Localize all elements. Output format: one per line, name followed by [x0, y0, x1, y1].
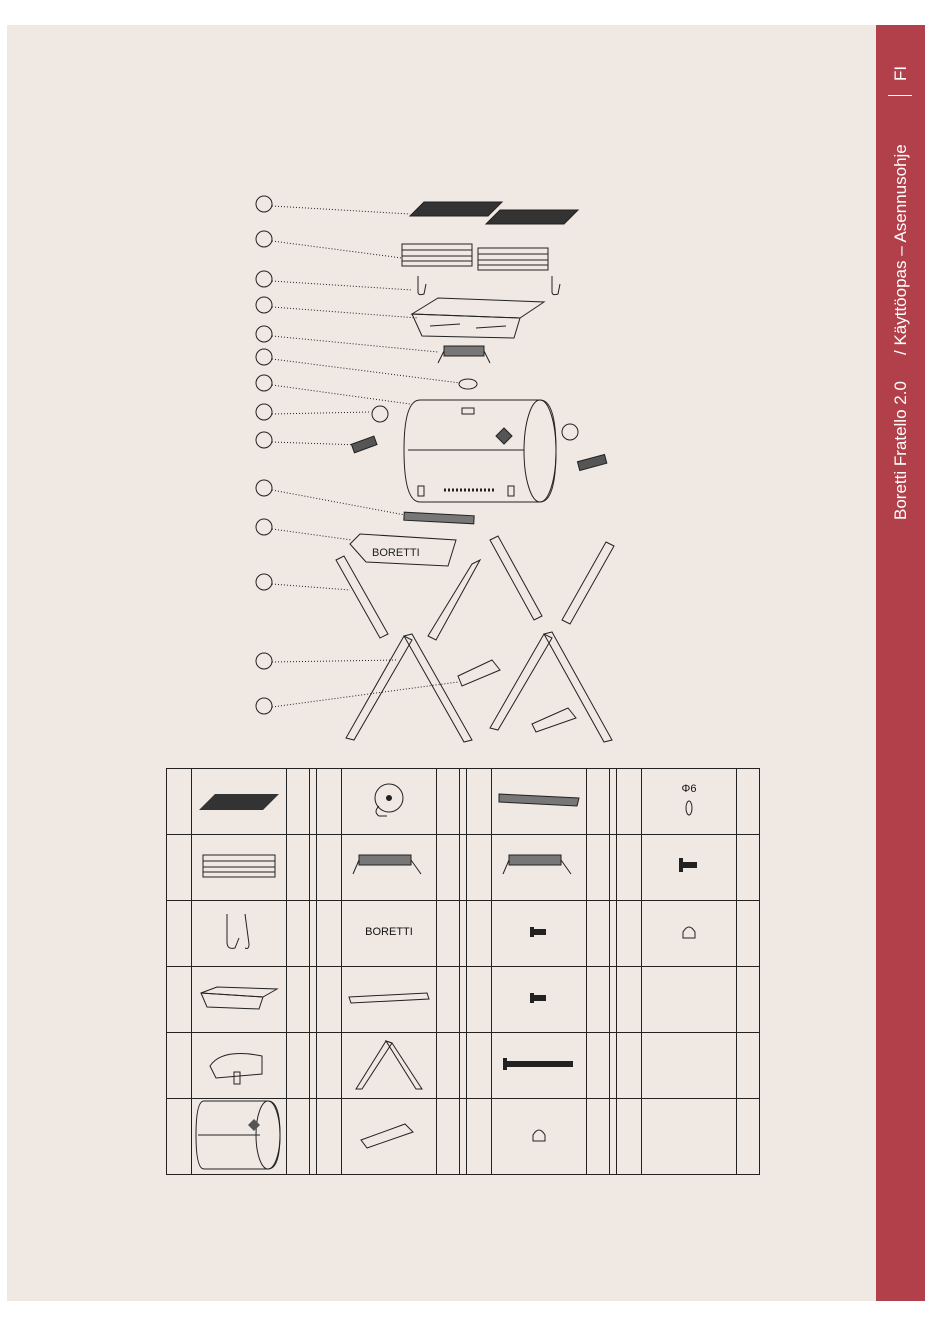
part-quantity-cell [437, 835, 460, 901]
part-quantity-cell [737, 1099, 760, 1175]
part-leg-bar [342, 967, 437, 1033]
parts-row [167, 769, 760, 835]
callout-circle [256, 375, 272, 391]
part-number-cell [167, 1033, 192, 1099]
part-connector-tube [342, 1099, 437, 1175]
part-number-cell [167, 1099, 192, 1175]
front-vent-plate [404, 512, 474, 524]
parts-row [167, 1033, 760, 1099]
part-number-cell [467, 1033, 492, 1099]
parts-row [167, 835, 760, 901]
logo-plate [350, 534, 456, 566]
callout-circle [256, 653, 272, 669]
logo-text: BORETTI [372, 547, 420, 559]
long-bolt-icon [501, 1063, 577, 1075]
acorn-nut-icon [531, 1134, 547, 1146]
part-quantity-cell [287, 1033, 310, 1099]
charcoal-tray [412, 298, 544, 338]
part-number-cell [467, 769, 492, 835]
callout-circle [256, 574, 272, 590]
part-logo-plate [342, 901, 437, 967]
part-number-cell [617, 835, 642, 901]
handle-icon [347, 874, 431, 886]
connector-tube-icon [359, 1141, 419, 1153]
washer-icon [682, 809, 696, 821]
part-acorn-nut [492, 1099, 587, 1175]
charcoal-tray-icon [197, 1004, 281, 1016]
screw-icon [528, 930, 550, 942]
part-number-cell [167, 769, 192, 835]
part-short-screw [492, 901, 587, 967]
flange-bolt-icon [677, 867, 701, 879]
barrel-body-icon [194, 1162, 284, 1174]
part-number-cell [617, 901, 642, 967]
part-quantity-cell [587, 1033, 610, 1099]
part-front-vent-plate [492, 769, 587, 835]
side-handles [351, 436, 606, 470]
callout-circle [256, 271, 272, 287]
charcoal-basket-icon [197, 872, 281, 884]
part-number-cell [167, 835, 192, 901]
barrel-body [404, 400, 556, 502]
hook-icon [219, 945, 259, 957]
handle-icon [497, 874, 581, 886]
part-empty-3 [642, 1099, 737, 1175]
part-quantity-cell [287, 967, 310, 1033]
charcoal-baskets [402, 244, 548, 270]
part-number-cell [617, 1099, 642, 1175]
grill-grates [410, 202, 578, 224]
part-number-cell [467, 835, 492, 901]
callout-circle [256, 326, 272, 342]
part-number-cell [467, 1099, 492, 1175]
column-separator [460, 901, 467, 967]
part-bolt-flange [642, 835, 737, 901]
part-number-cell [167, 967, 192, 1033]
part-quantity-cell [437, 769, 460, 835]
cap-nut-icon [681, 931, 697, 943]
part-charcoal-tray [192, 967, 287, 1033]
part-quantity-cell [287, 769, 310, 835]
callout-circle [256, 231, 272, 247]
part-empty-1 [642, 967, 737, 1033]
vent-plate-icon [497, 801, 581, 813]
part-number-cell [317, 967, 342, 1033]
part-number-cell [167, 901, 192, 967]
part-side-handle [342, 835, 437, 901]
column-separator [310, 967, 317, 1033]
callout-circle [256, 297, 272, 313]
part-number-cell [617, 967, 642, 1033]
parts-table [166, 768, 760, 1175]
part-label: BORETTI [365, 926, 413, 938]
column-separator [460, 967, 467, 1033]
part-medium-screw [492, 967, 587, 1033]
column-separator [610, 901, 617, 967]
column-separator [310, 769, 317, 835]
part-vent-disc [342, 769, 437, 835]
callout-circle [256, 519, 272, 535]
part-number-cell [317, 1099, 342, 1175]
vent-disc-left [372, 406, 388, 422]
callout-circle [256, 404, 272, 420]
parts-row [167, 901, 760, 967]
leg-bar-icon [347, 996, 431, 1008]
column-separator [460, 769, 467, 835]
part-quantity-cell [737, 769, 760, 835]
stand-legs [336, 536, 614, 742]
part-grill-grate [192, 769, 287, 835]
column-separator [310, 901, 317, 967]
ash-pan-icon [204, 1077, 274, 1089]
part-number-cell [617, 769, 642, 835]
column-separator [610, 769, 617, 835]
part-lid-handle [492, 835, 587, 901]
column-separator [310, 1033, 317, 1099]
part-charcoal-basket [192, 835, 287, 901]
callout-circle [256, 698, 272, 714]
callout-circle [256, 480, 272, 496]
part-quantity-cell [587, 769, 610, 835]
part-number-cell [617, 1033, 642, 1099]
part-quantity-cell [737, 901, 760, 967]
part-ash-pan [192, 1033, 287, 1099]
vent-disc-icon [367, 813, 411, 825]
screw-icon [528, 996, 550, 1008]
document-title: Boretti Fratello 2.0 [891, 381, 910, 520]
part-washer [642, 769, 737, 835]
part-hook [192, 901, 287, 967]
part-number-cell [467, 967, 492, 1033]
part-number-cell [467, 901, 492, 967]
callout-circle [256, 432, 272, 448]
hooks [418, 276, 560, 295]
part-label: Φ6 [681, 782, 697, 795]
document-subtitle: / Käyttöopas – Asennusohje [891, 144, 910, 355]
part-quantity-cell [437, 1099, 460, 1175]
part-quantity-cell [737, 1033, 760, 1099]
part-quantity-cell [587, 1099, 610, 1175]
part-leg-frame [342, 1033, 437, 1099]
column-separator [610, 1033, 617, 1099]
column-separator [460, 1099, 467, 1175]
column-separator [460, 835, 467, 901]
part-quantity-cell [737, 835, 760, 901]
part-quantity-cell [437, 901, 460, 967]
column-separator [610, 967, 617, 1033]
part-number-cell [317, 835, 342, 901]
part-quantity-cell [587, 967, 610, 1033]
part-quantity-cell [287, 901, 310, 967]
part-quantity-cell [287, 835, 310, 901]
column-separator [610, 1099, 617, 1175]
grill-grate-icon [197, 803, 281, 815]
column-separator [310, 1099, 317, 1175]
column-separator [610, 835, 617, 901]
part-barrel-body [192, 1099, 287, 1175]
part-quantity-cell [587, 901, 610, 967]
lid-knob [459, 379, 477, 389]
language-label: FI [891, 65, 910, 81]
lid-handle [438, 346, 490, 363]
parts-row [167, 967, 760, 1033]
callout-circle [256, 196, 272, 212]
part-long-bolt [492, 1033, 587, 1099]
part-empty-2 [642, 1033, 737, 1099]
vent-disc-right [562, 424, 578, 440]
part-quantity-cell [437, 967, 460, 1033]
callout-circle [256, 349, 272, 365]
part-quantity-cell [587, 835, 610, 901]
parts-row [167, 1099, 760, 1175]
part-cap-nut [642, 901, 737, 967]
part-quantity-cell [437, 1033, 460, 1099]
part-number-cell [317, 901, 342, 967]
column-separator [310, 835, 317, 901]
column-separator [460, 1033, 467, 1099]
part-quantity-cell [737, 967, 760, 1033]
leg-frame-icon [352, 1082, 426, 1094]
part-number-cell [317, 769, 342, 835]
part-quantity-cell [287, 1099, 310, 1175]
part-number-cell [317, 1033, 342, 1099]
